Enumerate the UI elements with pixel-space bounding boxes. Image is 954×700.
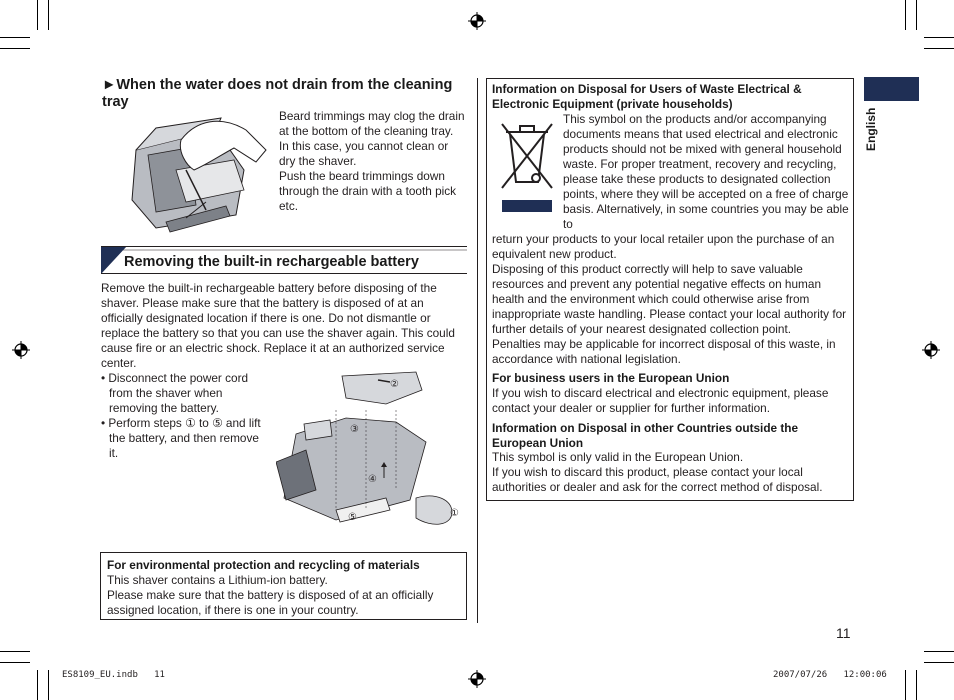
crop-mark	[37, 670, 38, 700]
other-countries-text: If you wish to discard this product, please contact your local authorities or dealer and ask for the correct method of disposal.	[492, 465, 823, 494]
footer-file-label: ES8109_EU.indb 11	[62, 670, 165, 680]
weee-title: Information on Disposal for Users of Waste Electrical & Electronic Equipment (private households)	[492, 82, 802, 111]
drain-paragraph: In this case, you cannot clean or dry the shaver.	[279, 139, 449, 168]
language-label-text: English	[864, 107, 878, 151]
weee-paragraph: return your products to your local retailer upon the purchase of an equivalent new product.	[492, 232, 835, 261]
column-divider	[477, 78, 478, 623]
crop-mark	[905, 0, 906, 30]
step-label: ①	[450, 508, 459, 519]
crop-mark	[924, 662, 954, 663]
registration-mark-icon	[12, 341, 30, 359]
step-label: ⑤	[348, 512, 357, 523]
other-countries-text: This symbol is only valid in the European Union.	[492, 450, 744, 464]
drain-text	[279, 109, 465, 214]
crop-mark	[0, 48, 30, 49]
weee-paragraph: Disposing of this product correctly will help to save valuable resources and prevent any potential negative effects on human health and the environment which could otherwise arise from inappropriate waste handling. Please contact your local authority for further details of your nearest designated collection point.	[492, 262, 847, 336]
environment-box	[100, 552, 467, 620]
battery-intro: Remove the built-in rechargeable battery before disposing of the shaver. Please make sure that the battery is disposed of at an officially designated location if there is one. Do not dismantle or replace the battery so that you can use the shaver again. This could cause fire or an electric shock. Replace it at an authorized service center.	[101, 281, 455, 370]
environment-box-text: Please make sure that the battery is disposed of at an officially assigned location, if there is one in your country.	[107, 588, 434, 617]
weee-paragraph: Penalties may be applicable for incorrect disposal of this waste, in accordance with national legislation.	[492, 337, 836, 366]
weee-wrap-text: This symbol on the products and/or accompanying documents means that used electrical and electronic products should not be mixed with general household waste. For proper treatment, recovery and recycling, please take these products to designated collection points, where they will be accepted on a free of charge basis. Alternatively, in some countries you may be able to	[563, 112, 849, 231]
environment-box-text: This shaver contains a Lithium-ion battery.	[107, 573, 328, 587]
crop-mark	[905, 670, 906, 700]
cleaning-tray-illustration	[126, 110, 274, 234]
business-text: If you wish to discard electrical and electronic equipment, please contact your dealer or supplier for further information.	[492, 386, 829, 415]
drain-paragraph: Push the beard trimmings down through the drain with a tooth pick etc.	[279, 169, 457, 213]
crop-mark	[924, 48, 954, 49]
business-title: For business users in the European Union	[492, 371, 730, 385]
crop-mark	[0, 37, 30, 38]
crop-mark	[0, 651, 30, 652]
crop-mark	[916, 670, 917, 700]
battery-heading: Removing the built-in rechargeable battery	[124, 254, 419, 270]
battery-bullets	[101, 371, 271, 461]
bullet-item: • Perform steps ① to ⑤ and lift the battery, and then remove it.	[101, 416, 261, 460]
language-tab	[864, 77, 919, 101]
step-label: ③	[350, 424, 359, 435]
crop-mark	[48, 670, 49, 700]
bullet-item: • Disconnect the power cord from the shaver when removing the battery.	[101, 371, 249, 415]
registration-mark-icon	[468, 670, 486, 688]
environment-box-title: For environmental protection and recycling of materials	[107, 558, 420, 572]
crop-mark	[0, 662, 30, 663]
footer-datetime: 2007/07/26 12:00:06	[773, 670, 887, 680]
crop-mark	[924, 37, 954, 38]
crop-mark	[916, 0, 917, 30]
step-label: ②	[390, 379, 399, 390]
step-label: ④	[368, 474, 377, 485]
crop-mark	[924, 651, 954, 652]
crossed-out-bin-icon	[500, 118, 554, 212]
drain-paragraph: Beard trimmings may clog the drain at the bottom of the cleaning tray.	[279, 109, 465, 138]
battery-removal-illustration	[276, 370, 466, 538]
crop-mark	[37, 0, 38, 30]
crop-mark	[48, 0, 49, 30]
language-label	[856, 106, 886, 152]
page-number: 11	[836, 625, 851, 641]
other-countries-title: Information on Disposal in other Countries outside the European Union	[492, 421, 799, 450]
drain-heading: ►When the water does not drain from the cleaning tray	[102, 77, 453, 110]
registration-mark-icon	[922, 341, 940, 359]
registration-mark-icon	[468, 12, 486, 30]
